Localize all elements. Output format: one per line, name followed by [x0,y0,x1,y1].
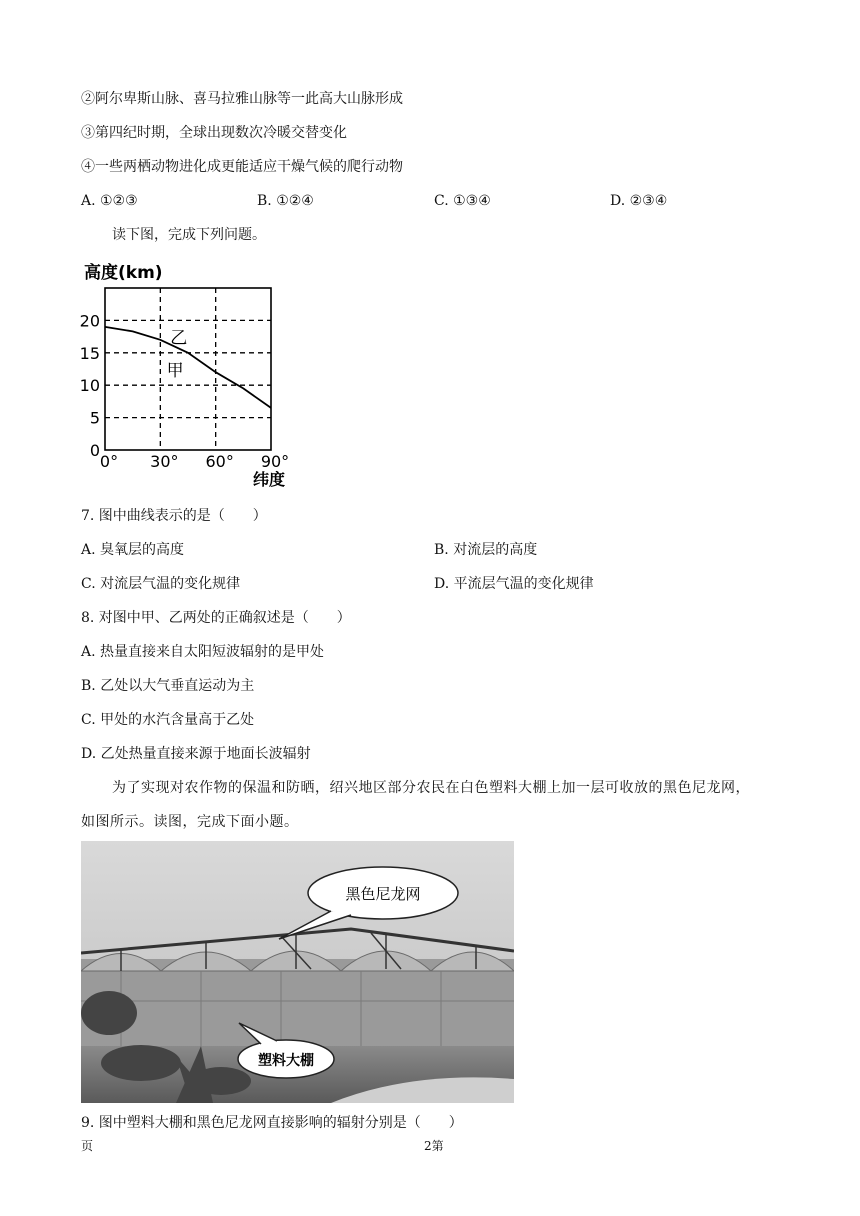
q8-option-c: C. 甲处的水汽含量高于乙处 [81,712,255,728]
y-tick-label: 15 [79,343,100,363]
altitude-latitude-chart [78,258,318,494]
q6-option-a: A. ①②③ [81,193,138,209]
greenhouse-photo [81,841,514,1103]
q6-option-c: C. ①③④ [434,193,491,209]
y-tick-label: 0 [89,441,100,460]
x-tick-label: 60° [205,452,234,471]
chart-grid [105,288,271,450]
chart-frame [105,288,271,450]
q7-option-a: A. 臭氧层的高度 [81,542,185,558]
q6-option-d: D. ②③④ [610,193,668,209]
q9-stem: 9. 图中塑料大棚和黑色尼龙网直接影响的辐射分别是（ ） [81,1115,463,1131]
q8-option-b: B. 乙处以大气垂直运动为主 [81,678,255,694]
q8-option-a: A. 热量直接来自太阳短波辐射的是甲处 [81,644,325,660]
y-axis-label: 高度(km) [84,263,163,283]
x-tick-label: 0° [99,452,119,471]
q7-stem: 7. 图中曲线表示的是（ ） [81,508,267,524]
x-tick-label: 30° [150,452,179,471]
text-line-4: ④一些两栖动物进化成更能适应干燥气候的爬行动物 [81,159,403,175]
q7-option-c: C. 对流层气温的变化规律 [81,576,241,592]
footer-left: 页 [81,1139,94,1153]
text-line-3: ③第四纪时期，全球出现数次冷暖交替变化 [81,125,347,141]
annotation-label: 乙 [170,328,188,349]
q7-option-d: D. 平流层气温的变化规律 [434,576,594,592]
footer-page-number: 2第 [424,1139,444,1153]
intro-read-chart: 读下图，完成下列问题。 [112,227,266,243]
label-plastic-greenhouse: 塑料大棚 [258,1053,314,1069]
x-tick-label: 90° [260,452,290,471]
intro-greenhouse-line1: 为了实现对农作物的保温和防晒，绍兴地区部分农民在白色塑料大棚上加一层可收放的黑色尼龙网， [112,780,750,796]
chart-annotations [167,329,188,381]
text-line-2: ②阿尔卑斯山脉、喜马拉雅山脉等一此高大山脉形成 [81,91,403,107]
annotation-label: 甲 [166,361,184,381]
q8-option-d: D. 乙处热量直接来源于地面长波辐射 [81,746,311,762]
y-tick-label: 5 [89,408,100,428]
label-black-nylon-net: 黑色尼龙网 [345,885,421,903]
series-curve [105,327,271,408]
q8-stem: 8. 对图中甲、乙两处的正确叙述是（ ） [81,610,351,626]
intro-greenhouse-line2: 如图所示。读图，完成下面小题。 [81,814,299,830]
x-axis-label: 纬度 [253,470,286,489]
q6-option-b: B. ①②④ [257,193,314,209]
y-tick-label: 10 [79,376,100,396]
q7-option-b: B. 对流层的高度 [434,542,538,558]
y-tick-label: 20 [79,311,100,331]
y-tick-labels [80,311,100,460]
x-tick-labels [100,452,289,471]
